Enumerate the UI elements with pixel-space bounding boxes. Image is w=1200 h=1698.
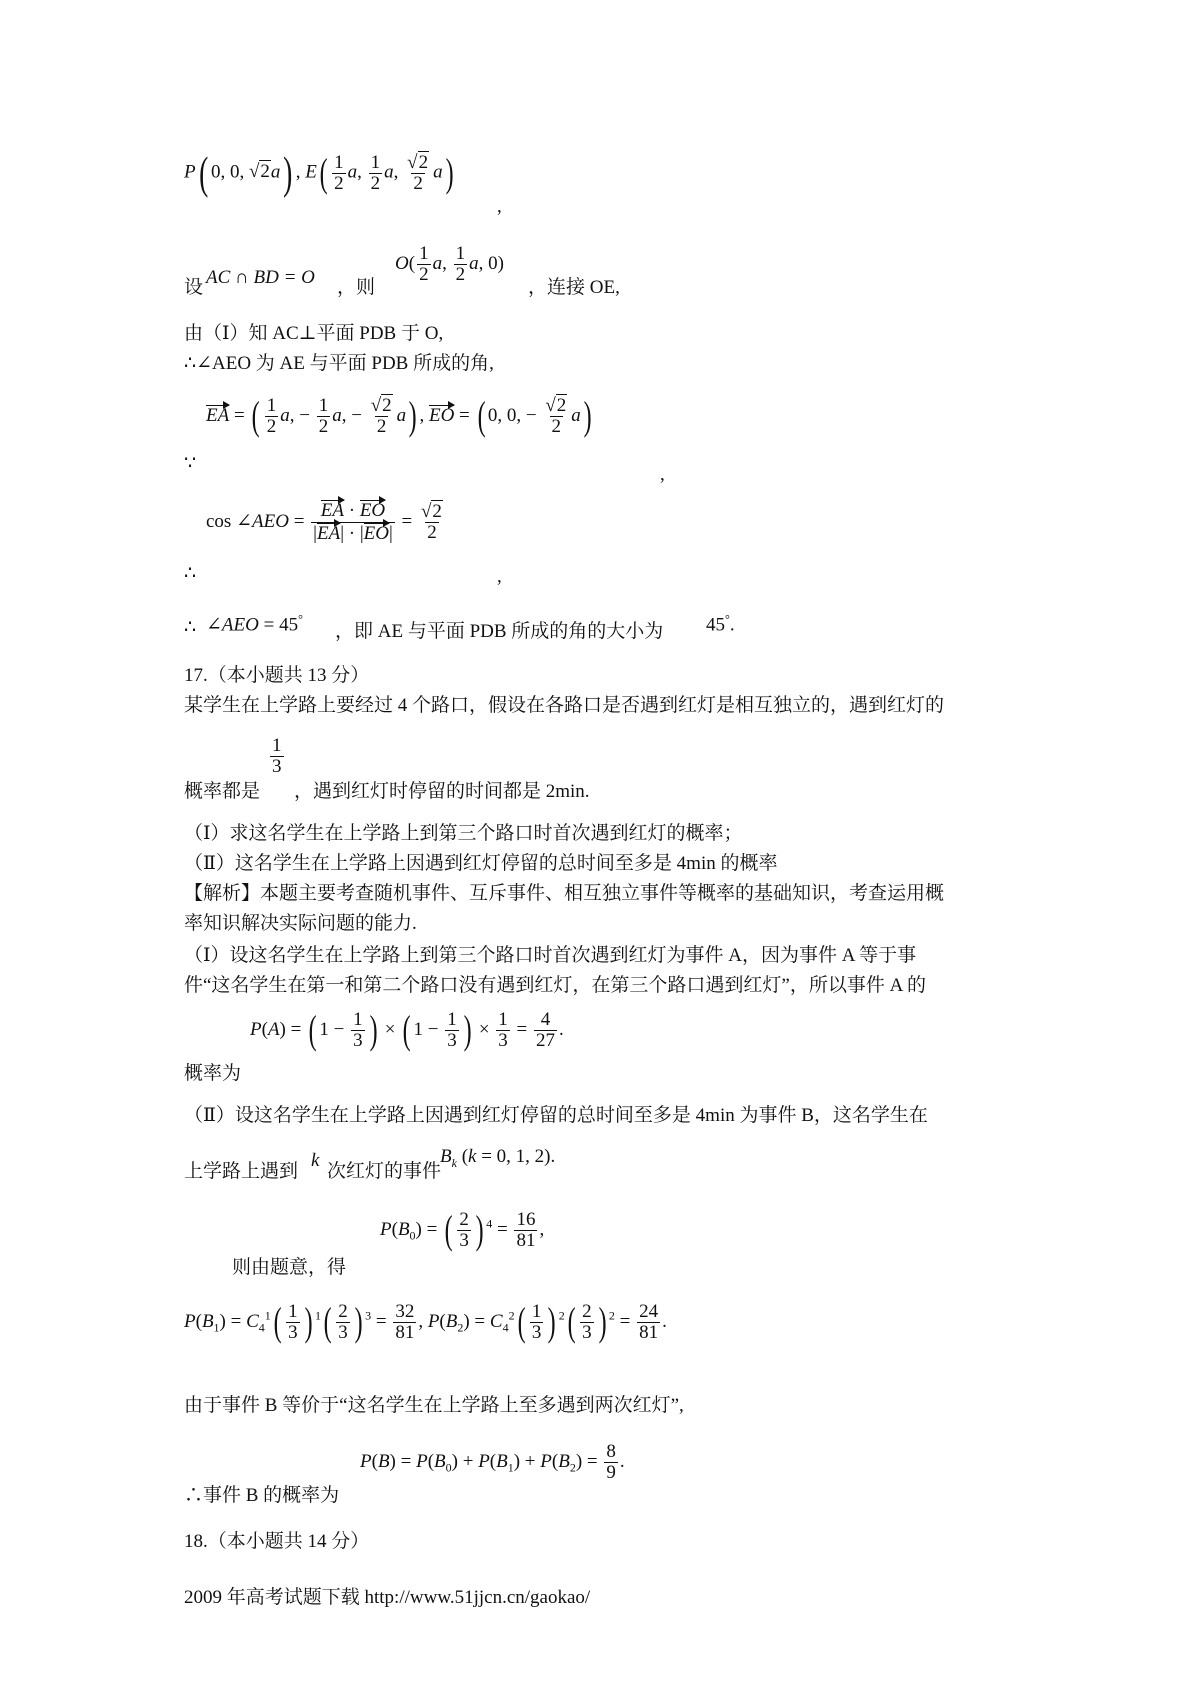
variable-k: k <box>311 1150 320 1171</box>
formula-bk: $B_k$ (k = 0, 1, 2). <box>440 1146 556 1170</box>
solution-part-1: 件“这名学生在第一和第二个路口没有遇到红灯，在第三个路口遇到红灯”，所以事件 A 的 <box>184 975 927 996</box>
analysis-text: 【解析】本题主要考查随机事件、互斥事件、相互独立事件等概率的基础知识，考查运用概 <box>184 883 945 904</box>
formula-p-a: P(A) = ( 1 − $\frac{1}{3}$ ) × ( 1 − $\frac{1}{3}$ ) × $\frac{1}{3}$ = $\frac{4}{27}$ . <box>250 1007 564 1053</box>
question-18-header: 18.（本小题共 14 分） <box>184 1531 370 1552</box>
text-then: ，则 <box>337 277 376 298</box>
text-by-question: 则由题意，得 <box>232 1257 347 1278</box>
formula-p-b: $P(B) = P(B_0) + P(B_1) + P(B_2)$ = $\frac{8}{9}$ . <box>360 1441 625 1483</box>
text-meet-k-times: 上学路上遇到 <box>184 1161 299 1182</box>
line-set-ac-bd: 设 <box>184 277 204 298</box>
therefore-symbol: ∴ <box>184 617 197 638</box>
formula-p-e-coordinates: P( 0, 0, √2a) , E( $\frac{1}{2}$ a, $\frac{1}{2}$ a, $\frac{√2}{2}$ a) <box>184 147 454 198</box>
line-angle-aeo: ∴∠AEO 为 AE 与平面 PDB 所成的角, <box>184 353 494 374</box>
text-event-b-equivalent: 由于事件 B 等价于“这名学生在上学路上至多遇到两次红灯”, <box>184 1395 684 1416</box>
because-symbol: ∵ <box>184 453 197 474</box>
question-17-part-1: （Ⅰ）求这名学生在上学路上到第三个路口时首次遇到红灯的概率； <box>184 823 743 844</box>
formula-vectors-ea-eo: EA = ( $\frac{1}{2}$ a, − $\frac{1}{2}$ a, − $\frac{√2}{2}$ a) , EO = ( 0, 0, − $\frac{√2}{2}$ a) <box>206 393 592 439</box>
text-events: 次红灯的事件 <box>327 1161 442 1182</box>
text-stop-time: ，遇到红灯时停留的时间都是 2min. <box>294 781 590 802</box>
formula-p-b0: $P(B_0)$ = ( $\frac{2}{3}$ ) $^4$ = $\frac{16}{81}$ , <box>380 1207 545 1253</box>
solution-part-1: （Ⅰ）设这名学生在上学路上到第三个路口时首次遇到红灯为事件 A，因为事件 A 等于事 <box>184 945 917 966</box>
comma: , <box>497 566 502 587</box>
question-17-header: 17.（本小题共 13 分） <box>184 665 370 686</box>
line-ac-perp-pdb: 由（Ⅰ）知 AC⊥平面 PDB 于 O, <box>184 323 444 344</box>
text-probability-is: 概率都是 <box>184 781 261 802</box>
analysis-text: 率知识解决实际问题的能力. <box>184 913 417 934</box>
question-17-text: 某学生在上学路上要经过 4 个路口，假设在各路口是否遇到红灯是相互独立的，遇到红灯的 <box>184 695 945 716</box>
solution-part-2: （Ⅱ）设这名学生在上学路上因遇到红灯停留的总时间至多是 4min 为事件 B，这名学生在 <box>184 1105 928 1126</box>
text-angle-size: ，即 AE 与平面 PDB 所成的角的大小为 <box>335 621 664 642</box>
therefore-symbol: ∴ <box>184 563 197 584</box>
comma: , <box>497 196 502 217</box>
question-17-part-2: （Ⅱ）这名学生在上学路上因遇到红灯停留的总时间至多是 4min 的概率 <box>184 853 778 874</box>
comma: , <box>660 464 665 485</box>
text-probability-of-a: 概率为 <box>184 1063 242 1084</box>
formula-45-degree: 45°. <box>706 612 735 636</box>
formula-o-coordinates: O( $\frac{1}{2}$ a, $\frac{1}{2}$ a, 0) <box>395 243 504 285</box>
formula-p-b1-b2: $P(B_1) = C_4^1$( $\frac{1}{3}$ ) $^1$( $\frac{2}{3}$ ) $^3$ = $\frac{32}{81}$ , $P(B_2) = C_4^2$( $\frac{1}{3}$ ) $^2$( $\frac{2}{3}$ ) $^2$ = $\frac{24}{81}$ . <box>184 1299 667 1345</box>
formula-ac-cap-bd: AC ∩ BD = O <box>206 267 315 288</box>
formula-one-third: $\frac{1}{3}$ <box>272 735 282 777</box>
page-footer: 2009 年高考试题下载 http://www.51jjcn.cn/gaokao/ <box>184 1587 591 1608</box>
formula-angle-aeo-45: ∠AEO = 45° <box>206 612 303 636</box>
text-connect-oe: ，连接 OE, <box>528 277 620 298</box>
text-probability-of-b: ∴事件 B 的概率为 <box>184 1485 340 1506</box>
formula-cos-aeo: cos ∠AEO = $\frac{EA \cdot EO}{|EA| \cdot |EO|}$ = $\frac{√2}{2}$ <box>206 500 442 544</box>
